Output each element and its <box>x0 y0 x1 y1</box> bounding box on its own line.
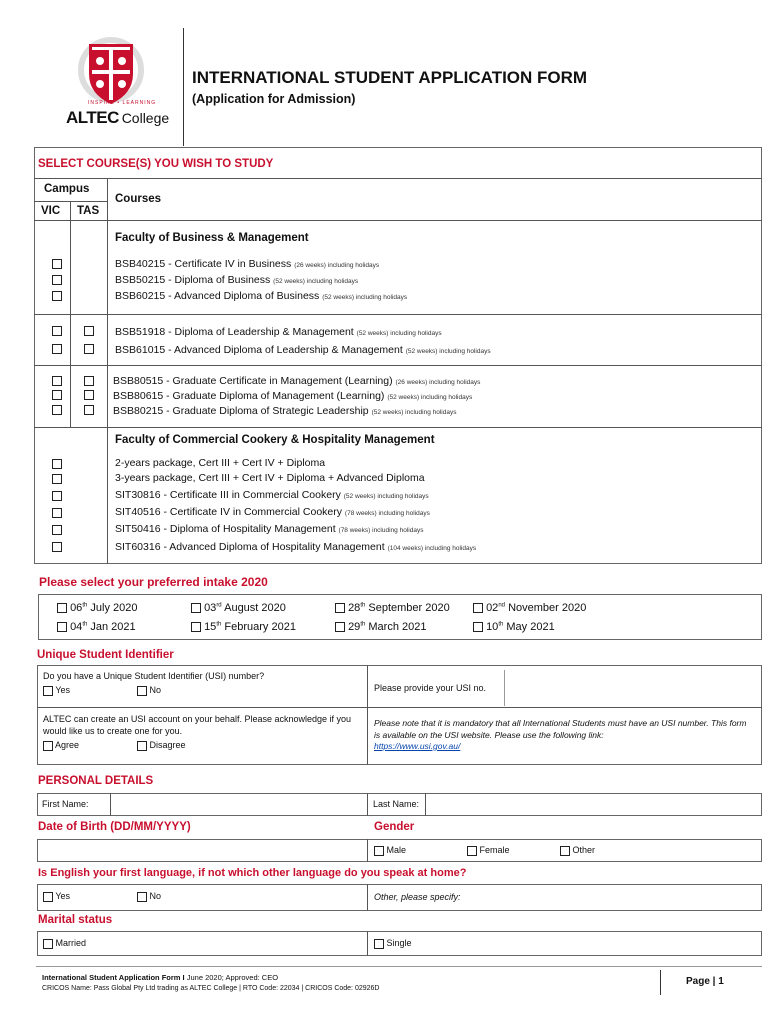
intake-option[interactable]: 03rd August 2020 <box>191 602 286 614</box>
intake-heading: Please select your preferred intake 2020 <box>39 575 268 589</box>
course-item: BSB80215 - Graduate Diploma of Strategic Leadership (52 weeks) including holidays <box>113 405 457 417</box>
other-language-input[interactable] <box>470 886 760 909</box>
usi-agree-option[interactable]: Agree <box>43 740 79 751</box>
tas-checkbox[interactable] <box>84 326 94 336</box>
usi-link[interactable]: https://www.usi.gov.au/ <box>374 741 461 751</box>
vic-checkbox[interactable] <box>52 376 62 386</box>
vic-checkbox[interactable] <box>52 542 62 552</box>
intake-option[interactable]: 06th July 2020 <box>57 602 137 614</box>
usi-no-option[interactable]: No <box>137 685 161 696</box>
courses-heading: SELECT COURSE(S) YOU WISH TO STUDY <box>38 158 274 170</box>
marital-married-option[interactable]: Married <box>43 938 86 949</box>
page-subtitle: (Application for Admission) <box>192 92 356 106</box>
usi-disagree-option[interactable]: Disagree <box>137 740 186 751</box>
course-item: BSB61015 - Advanced Diploma of Leadership & Management (52 weeks) including holidays <box>115 344 491 356</box>
usi-yes-option[interactable]: Yes <box>43 685 70 696</box>
gender-other-option[interactable]: Other <box>560 845 595 856</box>
tas-checkbox[interactable] <box>84 390 94 400</box>
marital-heading: Marital status <box>38 914 113 926</box>
language-yes-option[interactable]: Yes <box>43 891 70 902</box>
vic-checkbox[interactable] <box>52 525 62 535</box>
usi-provide-label: Please provide your USI no. <box>374 683 487 693</box>
dob-input[interactable] <box>39 841 365 860</box>
page-title: INTERNATIONAL STUDENT APPLICATION FORM <box>192 68 588 87</box>
intake-option[interactable]: 04th Jan 2021 <box>57 621 136 633</box>
course-item: BSB80515 - Graduate Certificate in Management (Learning) (26 weeks) including holidays <box>113 375 481 387</box>
vic-checkbox[interactable] <box>52 259 62 269</box>
course-item: SIT50416 - Diploma of Hospitality Management (78 weeks) including holidays <box>115 523 424 535</box>
intake-option[interactable]: 02nd November 2020 <box>473 602 586 614</box>
logo <box>48 34 178 144</box>
logo-ring-text: INSPIRE • LEARNING <box>88 100 157 106</box>
page-number: Page | 1 <box>686 976 724 987</box>
intake-option[interactable]: 10th May 2021 <box>473 621 555 633</box>
faculty-business: Faculty of Business & Management <box>115 232 309 244</box>
usi-question: Do you have a Unique Student Identifier (USI) number? <box>43 671 265 681</box>
language-question: Is English your first language, if not which other language do you speak at home? <box>38 867 467 879</box>
other-language-label: Other, please specify: <box>374 892 461 902</box>
course-item: BSB40215 - Certificate IV in Business (26 weeks) including holidays <box>115 258 380 270</box>
usi-heading: Unique Student Identifier <box>37 649 174 661</box>
intake-box <box>38 594 762 640</box>
tas-checkbox[interactable] <box>84 344 94 354</box>
course-item: SIT30816 - Certificate III in Commercial Cookery (52 weeks) including holidays <box>115 489 429 501</box>
intake-option[interactable]: 28th September 2020 <box>335 602 450 614</box>
courses-label: Courses <box>115 193 162 205</box>
gender-heading: Gender <box>374 821 415 833</box>
course-item: 3-years package, Cert III + Cert IV + Diploma + Advanced Diploma <box>115 472 425 484</box>
last-name-label: Last Name: <box>373 799 420 809</box>
tas-label: TAS <box>77 205 100 217</box>
vic-checkbox[interactable] <box>52 344 62 354</box>
tas-checkbox[interactable] <box>84 405 94 415</box>
course-item: SIT40516 - Certificate IV in Commercial Cookery (78 weeks) including holidays <box>115 506 430 518</box>
last-name-input[interactable] <box>427 795 760 814</box>
vic-checkbox[interactable] <box>52 326 62 336</box>
dob-heading: Date of Birth (DD/MM/YYYY) <box>38 821 191 833</box>
course-item: 2-years package, Cert III + Cert IV + Diploma <box>115 457 326 469</box>
usi-create-text: ALTEC can create an USI account on your behalf. Please acknowledge if you would like us to create one for you. <box>43 714 352 736</box>
vic-label: VIC <box>41 205 61 217</box>
footer-title: International Student Application Form I June 2020; Approved: CEO <box>42 973 279 982</box>
vic-checkbox[interactable] <box>52 459 62 469</box>
vic-checkbox[interactable] <box>52 474 62 484</box>
gender-male-option[interactable]: Male <box>374 845 406 856</box>
first-name-input[interactable] <box>112 795 365 814</box>
usi-note: Please note that it is mandatory that all International Students must have an USI number. This form is available on the USI website. Please use the following link: <box>374 718 747 740</box>
vic-checkbox[interactable] <box>52 491 62 501</box>
campus-label: Campus <box>44 183 90 195</box>
footer-cricos: CRICOS Name: Pass Global Pty Ltd trading as ALTEC College | RTO Code: 22034 | CRICOS Code: 02926D <box>42 985 380 992</box>
intake-option[interactable]: 29th March 2021 <box>335 621 426 633</box>
vic-checkbox[interactable] <box>52 405 62 415</box>
intake-option[interactable]: 15th February 2021 <box>191 621 296 633</box>
vic-checkbox[interactable] <box>52 275 62 285</box>
course-item: BSB51918 - Diploma of Leadership & Management (52 weeks) including holidays <box>115 326 442 338</box>
gender-female-option[interactable]: Female <box>467 845 510 856</box>
course-item: BSB50215 - Diploma of Business (52 weeks) including holidays <box>115 274 359 286</box>
faculty-cookery: Faculty of Commercial Cookery & Hospitality Management <box>115 434 435 446</box>
language-no-option[interactable]: No <box>137 891 161 902</box>
vic-checkbox[interactable] <box>52 291 62 301</box>
course-item: BSB60215 - Advanced Diploma of Business (52 weeks) including holidays <box>115 290 408 302</box>
course-item: SIT60316 - Advanced Diploma of Hospitality Management (104 weeks) including holidays <box>115 541 477 553</box>
marital-single-option[interactable]: Single <box>374 938 412 949</box>
logo-college: College <box>121 110 170 126</box>
first-name-label: First Name: <box>42 799 89 809</box>
logo-text: ALTEC <box>66 108 119 127</box>
usi-number-input[interactable] <box>506 668 760 705</box>
tas-checkbox[interactable] <box>84 376 94 386</box>
course-item: BSB80615 - Graduate Diploma of Management (Learning) (52 weeks) including holidays <box>113 390 473 402</box>
vic-checkbox[interactable] <box>52 390 62 400</box>
vic-checkbox[interactable] <box>52 508 62 518</box>
personal-heading: PERSONAL DETAILS <box>38 775 154 787</box>
